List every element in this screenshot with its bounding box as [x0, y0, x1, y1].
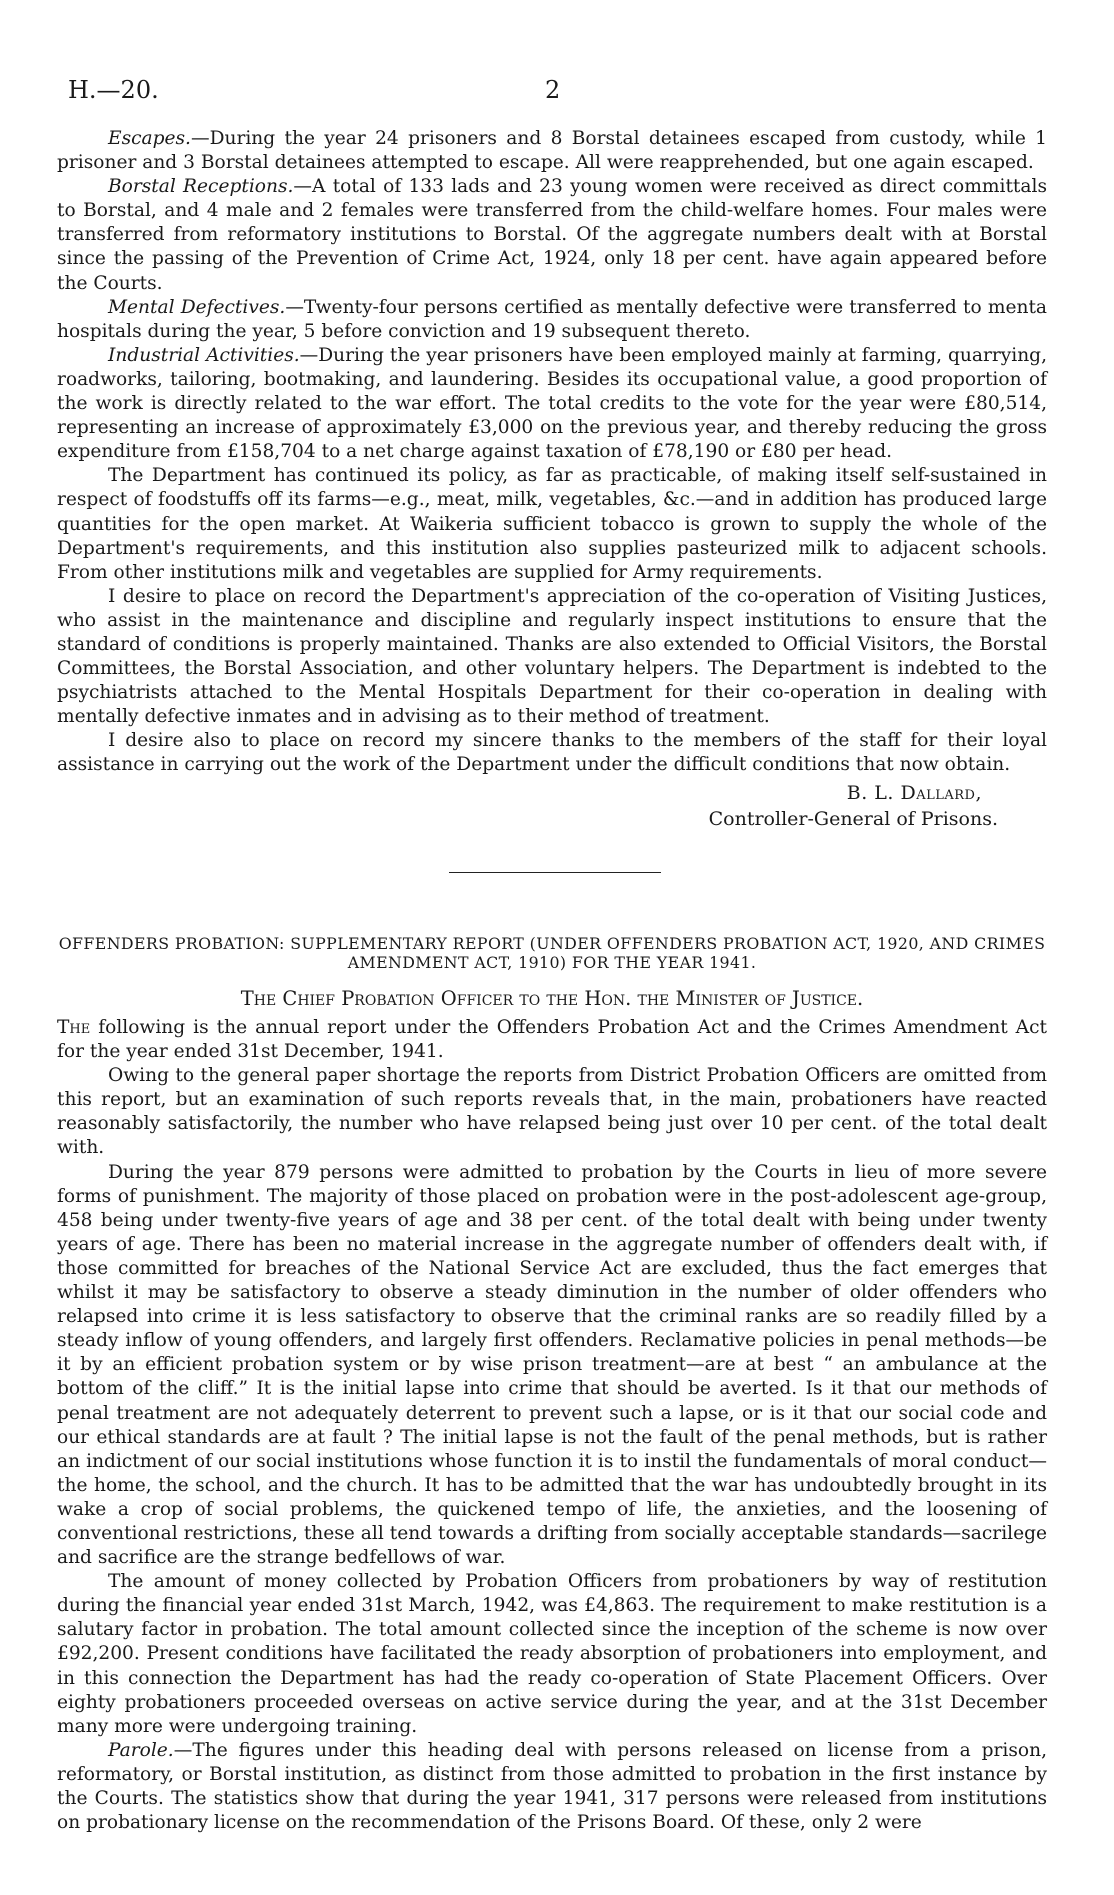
paragraph-text: following is the annual report under the Offenders Probation Act and the Crimes Amendment Act for the year ended 31st December, 1941.	[57, 1017, 1047, 1063]
paragraph-text: During the year 879 persons were admitted to probation by the Courts in lieu of more severe forms of punishment. The majority of those placed on probation were in the post-adolescent age-group, 458 being under twenty-five years of age and 38 per cent. of the total dealt with being under twenty years of age. There has been no material increase in the aggregate number of offenders dealt with, if those committed for breaches of the National Service Act are excluded, thus the fact emerges that whilst it may be satisfactory to observe a steady diminution in the number of older offenders who relapsed into crime it is less satisfactory to observe that the criminal ranks are so readily filled by a steady inflow of young offenders, and largely first offenders. Reclamative policies in penal methods—be it by an efficient probation system or by wise prison treatment—are at best “ an ambulance at the bottom of the cliff.” It is the initial lapse into crime that should be averted. Is it that our methods of penal treatment are not adequately deterrent to prevent such a lapse, or is it that our social code and our ethical standards are at fault ? The initial lapse is not the fault of the penal methods, but is rather an indictment of our social institutions whose function it is to instil the fundamentals of moral conduct—the home, the school, and the church. It has to be admitted that the war has undoubtedly brought in its wake a crop of social problems, the quickened tempo of life, the anxieties, and the loosening of conventional restrictions, these all tend towards a drifting from socially acceptable standards—sacrilege and sacrifice are the strange bedfellows of war.	[57, 1161, 1047, 1569]
paragraph-text: I desire also to place on record my sincere thanks to the members of the staff for their loyal assistance in carrying out the work of the Department under the difficult conditions that now obtain.	[57, 730, 1047, 776]
paragraph-restitution	[57, 1570, 1047, 1739]
paragraph-borstal-receptions	[57, 175, 1047, 295]
paragraph-escapes	[57, 127, 1047, 175]
report-address-line: The Chief Probation Officer to the Hon. the Minister of Justice.	[240, 987, 864, 1010]
probation-report-body	[57, 1016, 1047, 1835]
paragraph-parole	[57, 1739, 1047, 1835]
paragraph-lead: Mental Defectives.	[108, 296, 286, 318]
paragraph-lead: Escapes.	[108, 128, 191, 149]
paragraph-text: —The figures under this heading deal with persons released on license from a prison, reformatory, or Borstal institution, as distinct from those admitted to probation in the first instance by the Courts. The statistics show that during the year 1941, 317 persons were released from institutions on probationary license on the recommendation of the Prisons Board. Of these, only 2 were	[57, 1739, 1047, 1834]
paragraph-appreciation	[57, 585, 1047, 730]
paragraph-text: The Department has continued its policy, as far as practicable, of making itself self-sustained in respect of foodstuffs off its farms—e.g., meat, milk, vegetables, &c.—and in addition has produced large quantities for the open market. At Waikeria sufficient tobacco is grown to supply the whole of the Department's requirements, and this institution also supplies pasteurized milk to adjacent schools. From other institutions milk and vegetables are supplied for Army requirements.	[57, 465, 1047, 583]
paragraph-text: The amount of money collected by Probation Officers from probationers by way of restitution during the financial year ended 31st March, 1942, was £4,863. The requirement to make restitution is a salutary factor in probation. The total amount collected since the inception of the scheme is now over £92,200. Present conditions have facilitated the ready absorption of probationers into employment, and in this connection the Department has had the ready co-operation of State Placement Officers. Over eighty probationers proceeded overseas on active service during the year, and at the 31st December many more were undergoing training.	[57, 1571, 1047, 1737]
paragraph-text: I desire to place on record the Department's appreciation of the co-operation of Visiting Justices, who assist in the maintenance and discipline and regularly inspect institutions to ensure that the standard of conditions is properly maintained. Thanks are also extended to Official Visitors, the Borstal Committees, the Borstal Association, and other voluntary helpers. The Department is indebted to the psychiatrists attached to the Mental Hospitals Department for their co-operation in dealing with mentally defective inmates and in advising as to their method of treatment.	[57, 585, 1047, 728]
paragraph-text: —Twenty-four persons certified as mentally defective were transferred to menta hospitals during the year, 5 before conviction and 19 subsequent thereto.	[57, 296, 1048, 342]
paragraph-text: —During the year 24 prisoners and 8 Borstal detainees escaped from custody, while 1 prisoner and 3 Borstal detainees attempted to escape. All were reapprehended, but one again escaped.	[57, 128, 1047, 174]
paragraph-text: Owing to the general paper shortage the reports from District Probation Officers are omitted from this report, but an examination of such reports reveals that, in the main, probationers have reacted reasonably satisfactorily, the number who have relapsed being just over 10 per cent. of the total dealt with.	[57, 1065, 1047, 1159]
prisons-report-body	[57, 127, 1047, 778]
paragraph-opening	[57, 1016, 1047, 1064]
paragraph-mental-defectives	[57, 296, 1047, 344]
signature-name: B. L. Dallard,	[846, 782, 982, 804]
opening-lead: The	[57, 1017, 91, 1038]
paragraph-admissions	[57, 1161, 1047, 1571]
paragraph-text: —During the year prisoners have been employed mainly at farming, quarrying, roadworks, tailoring, bootmaking, and laundering. Besides its occupational value, a good proportion of the work is directly related to the war effort. The total credits to the vote for the year were £80,514, representing an increase of approximately £3,000 on the previous year, and thereby reducing the gross expenditure from £158,704 to a net charge against taxation of £78,190 or £80 per head.	[57, 344, 1047, 463]
paragraph-foodstuffs	[57, 464, 1047, 584]
paragraph-lead: Borstal Receptions.	[108, 176, 294, 198]
document-reference: H.—20.	[68, 76, 159, 104]
section-divider	[449, 872, 661, 873]
paragraph-text: —A total of 133 lads and 23 young women were received as direct committals to Borstal, and 4 male and 2 females were transferred from the child-welfare homes. Four males were transferred from reformatory institutions to Borstal. Of the aggregate numbers dealt with at Borstal since the passing of the Prevention of Crime Act, 1924, only 18 per cent. have again appeared before the Courts.	[57, 176, 1047, 294]
signature-title: Controller-General of Prisons.	[708, 808, 998, 830]
paragraph-industrial-activities	[57, 344, 1047, 464]
paragraph-lead: Industrial Activities.	[108, 344, 300, 366]
page-number: 2	[545, 76, 561, 104]
probation-report-heading: OFFENDERS PROBATION: SUPPLEMENTARY REPORT (UNDER OFFENDERS PROBATION ACT, 1920, AND CRIMES AMENDMENT ACT, 1910) FOR THE YEAR 1941.	[58, 934, 1046, 972]
paragraph-lead: Parole.	[108, 1739, 174, 1761]
paragraph-paper-shortage	[57, 1064, 1047, 1160]
paragraph-staff-thanks	[57, 729, 1047, 777]
